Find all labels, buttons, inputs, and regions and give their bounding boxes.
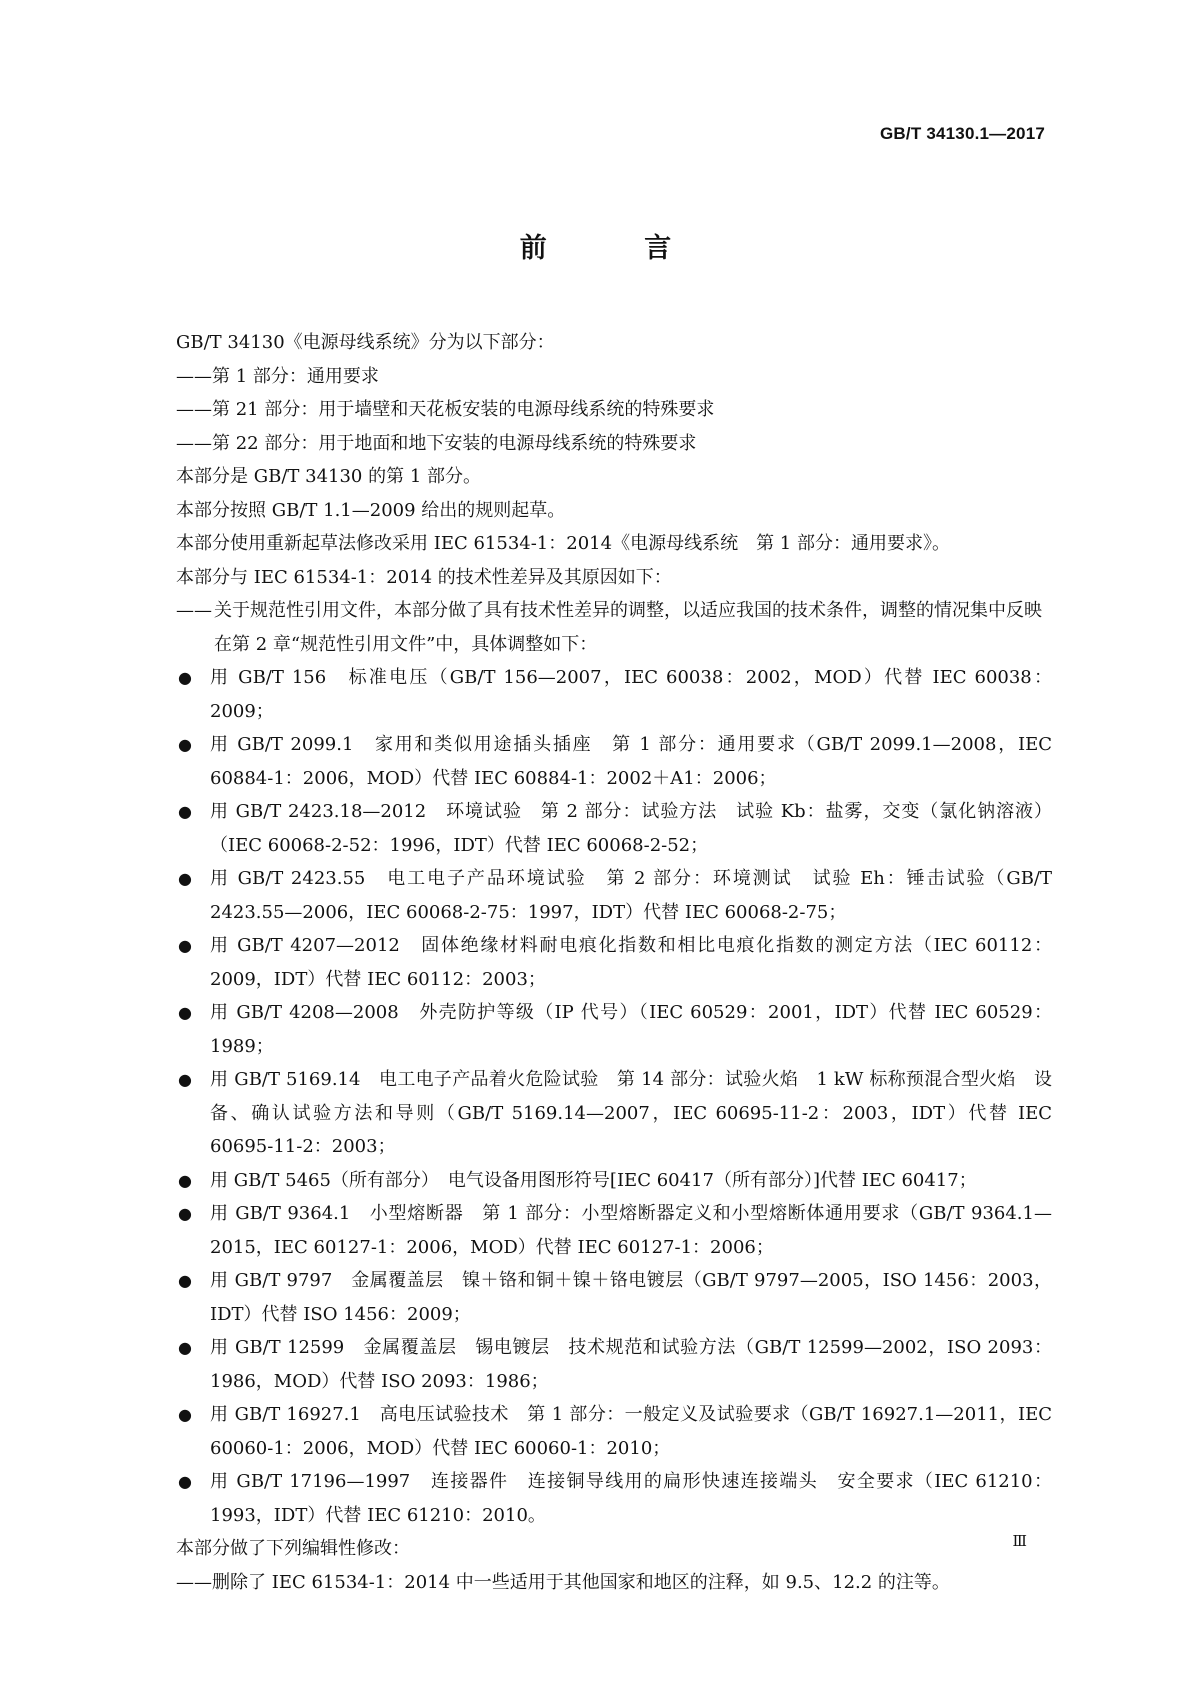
page-title: 前 言 (519, 233, 716, 264)
part-list-item: ——第 21 部分：用于墙壁和天花板安装的电源母线系统的特殊要求 (176, 399, 715, 420)
paragraph: 本部分使用重新起草法修改采用 IEC 61534-1：2014《电源母线系统 第 1 部分：通用要求》。 (176, 533, 950, 554)
part-list-item: ——第 1 部分：通用要求 (176, 365, 379, 387)
bullet-icon: ● (178, 1170, 192, 1190)
bullet-icon: ● (178, 1070, 192, 1089)
difference-item (176, 594, 1052, 661)
bullet-icon: ● (178, 1204, 192, 1223)
reference-bullet: ● 用 GB/T 5465（所有部分） 电气设备用图形符号[IEC 60417（所有部分）]代替 IEC 60417； (176, 1164, 1052, 1198)
editorial-item: ——删除了 IEC 61534-1：2014 中一些适用于其他国家和地区的注释，如 9.5、12.2 的注等。 (176, 1571, 950, 1593)
bullet-icon: ● (178, 735, 192, 754)
reference-bullet: ● 用 GB/T 4207—2012 固体绝缘材料耐电痕化指数和相比电痕化指数的测定方法（IEC 60112：2009，IDT）代替 IEC 60112：2003； (176, 929, 1052, 996)
paragraph: 本部分与 IEC 61534-1：2014 的技术性差异及其原因如下： (176, 566, 672, 588)
paragraph: 本部分按照 GB/T 1.1—2009 给出的规则起草。 (176, 499, 566, 521)
dash-marker: —— (176, 600, 212, 621)
reference-bullet: ● 用 GB/T 2099.1 家用和类似用途插头插座 第 1 部分：通用要求（GB/T 2099.1—2008，IEC 60884-1：2006，MOD）代替 IEC 60884-1：2002＋A1：2006； (176, 728, 1052, 795)
reference-bullet: ● 用 GB/T 9797 金属覆盖层 镍＋铬和铜＋镍＋铬电镀层（GB/T 9797—2005，ISO 1456：2003，IDT）代替 ISO 1456：2009； (176, 1264, 1052, 1331)
bullet-icon: ● (178, 1405, 192, 1424)
bullet-icon: ● (178, 802, 192, 821)
bullet-icon: ● (178, 1472, 192, 1491)
reference-bullet: ● 用 GB/T 17196—1997 连接器件 连接铜导线用的扁形快速连接端头 安全要求（IEC 61210：1993，IDT）代替 IEC 61210：2010。 (176, 1465, 1052, 1532)
reference-bullet: ● 用 GB/T 2423.55 电工电子产品环境试验 第 2 部分：环境测试 试验 Eh：锤击试验（GB/T 2423.55—2006，IEC 60068-2-75：1997，IDT）代替 IEC 60068-2-75； (176, 862, 1052, 929)
reference-bullet: ● 用 GB/T 9364.1 小型熔断器 第 1 部分：小型熔断器定义和小型熔断体通用要求（GB/T 9364.1—2015，IEC 60127-1：2006，MOD）代替 IEC 60127-1：2006； (176, 1197, 1052, 1264)
reference-bullet: ● 用 GB/T 5169.14 电工电子产品着火危险试验 第 14 部分：试验火焰 1 kW 标称预混合型火焰 设备、确认试验方法和导则（GB/T 5169.14—2007，IEC 60695-11-2：2003，IDT）代替 IEC 60695-11-2：2003； (176, 1063, 1052, 1164)
reference-bullet: ● 用 GB/T 156 标准电压（GB/T 156—2007，IEC 60038：2002，MOD）代替 IEC 60038：2009； (176, 661, 1052, 728)
page-number: Ⅲ (1012, 1532, 1027, 1550)
bullet-icon: ● (178, 869, 192, 888)
standard-code: GB/T 34130.1—2017 (880, 124, 1045, 143)
bullet-icon: ● (178, 1003, 192, 1022)
reference-bullet: ● 用 GB/T 12599 金属覆盖层 锡电镀层 技术规范和试验方法（GB/T 12599—2002，ISO 2093：1986，MOD）代替 ISO 2093：1986； (176, 1331, 1052, 1398)
foreword-body (176, 326, 1052, 1599)
editorial-intro: 本部分做了下列编辑性修改： (176, 1538, 410, 1559)
reference-bullet: ● 用 GB/T 2423.18—2012 环境试验 第 2 部分：试验方法 试验 Kb：盐雾，交变（氯化钠溶液）（IEC 60068-2-52：1996，IDT）代替 IEC 60068-2-52； (176, 795, 1052, 862)
difference-text: 关于规范性引用文件，本部分做了具有技术性差异的调整，以适应我国的技术条件，调整的情况集中反映在第 2 章“规范性引用文件”中，具体调整如下： (214, 600, 1042, 655)
reference-bullet: ● 用 GB/T 16927.1 高电压试验技术 第 1 部分：一般定义及试验要求（GB/T 16927.1—2011，IEC 60060-1：2006，MOD）代替 IEC 60060-1：2010； (176, 1398, 1052, 1465)
series-line: GB/T 34130《电源母线系统》分为以下部分： (176, 332, 555, 353)
reference-bullet: ● 用 GB/T 4208—2008 外壳防护等级（IP 代号）（IEC 60529：2001，IDT）代替 IEC 60529：1989； (176, 996, 1052, 1063)
bullet-icon: ● (178, 1338, 192, 1357)
bullet-icon: ● (178, 668, 192, 687)
bullet-icon: ● (178, 1271, 192, 1290)
bullet-icon: ● (178, 936, 192, 955)
part-list-item: ——第 22 部分：用于地面和地下安装的电源母线系统的特殊要求 (176, 432, 697, 454)
paragraph: 本部分是 GB/T 34130 的第 1 部分。 (176, 466, 481, 487)
